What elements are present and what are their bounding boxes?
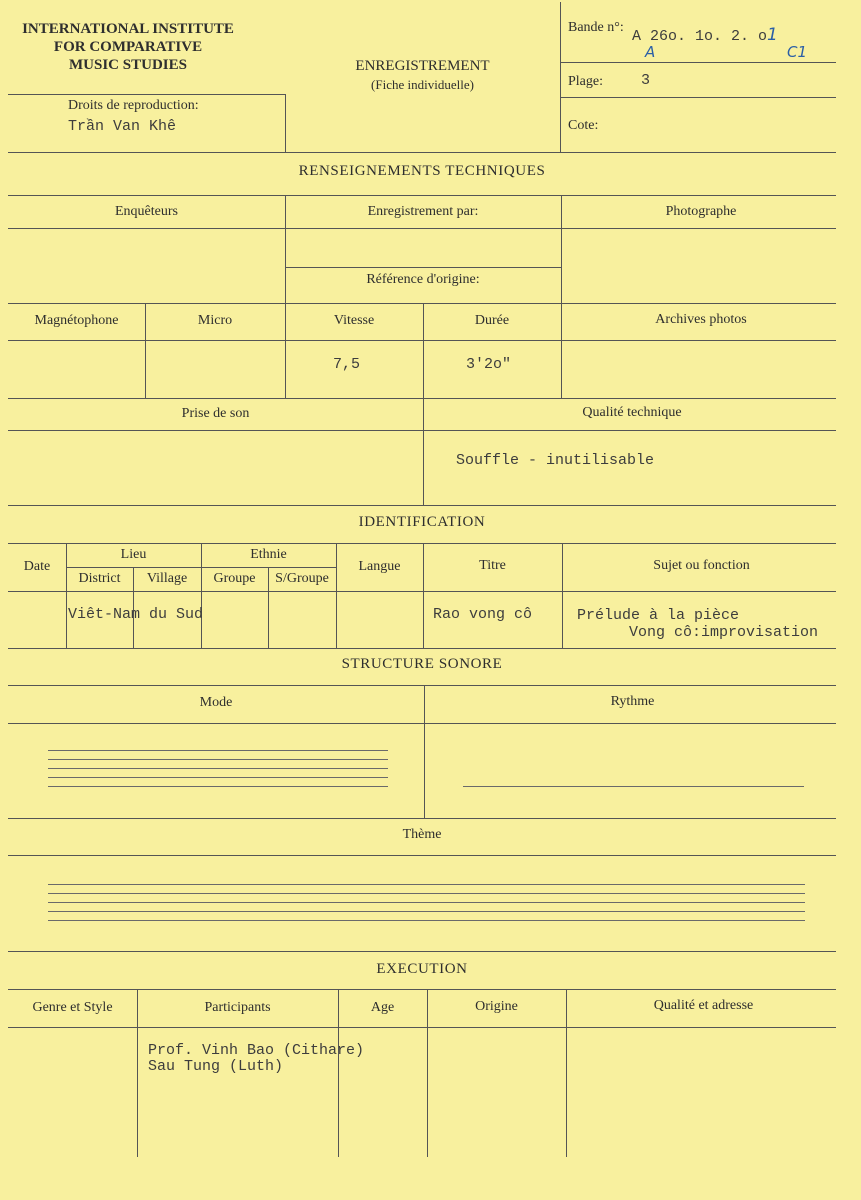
micro-label: Micro xyxy=(197,313,233,328)
institute-name xyxy=(0,20,256,74)
institute-line-3: MUSIC STUDIES xyxy=(69,57,187,73)
ethnie-label: Ethnie xyxy=(250,547,287,562)
bande-hand-a: A xyxy=(645,43,656,61)
execution-section-title: EXECUTION xyxy=(376,961,468,977)
duree-label: Durée xyxy=(474,313,510,328)
qualite-technique-value: Souffle - inutilisable xyxy=(456,452,655,469)
plage-value: 3 xyxy=(641,72,651,89)
sgroupe-label: S/Groupe xyxy=(275,571,329,586)
plage-label: Plage: xyxy=(568,74,603,89)
cote-label: Cote: xyxy=(568,118,599,133)
enregistrement-par-label: Enregistrement par: xyxy=(367,204,479,219)
origine-label: Origine xyxy=(475,999,518,1014)
qualite-adresse-label: Qualité et adresse xyxy=(653,998,754,1013)
bande-hand-c1: C1 xyxy=(787,43,808,61)
village-label: Village xyxy=(146,571,188,586)
titre-label: Titre xyxy=(479,558,506,573)
form-subtitle: (Fiche individuelle) xyxy=(371,77,474,92)
technique-section-title: RENSEIGNEMENTS TECHNIQUES xyxy=(298,163,546,179)
lieu-value: Viêt-Nam du Sud xyxy=(68,606,204,623)
theme-label: Thème xyxy=(402,827,442,842)
magnetophone-label: Magnétophone xyxy=(34,313,119,328)
vitesse-value: 7,5 xyxy=(333,356,361,373)
bande-hand-suffix: 1 xyxy=(767,25,778,45)
rythme-line xyxy=(463,786,804,787)
sujet-value-line-1: Prélude à la pièce xyxy=(577,607,740,624)
institute-line-2: FOR COMPARATIVE xyxy=(53,39,203,55)
rights-value: Trần Van Khê xyxy=(68,118,177,135)
langue-label: Langue xyxy=(358,559,401,574)
participants-label: Participants xyxy=(204,1000,271,1015)
bande-value xyxy=(632,25,778,45)
groupe-label: Groupe xyxy=(213,571,256,586)
age-label: Age xyxy=(370,1000,395,1015)
photographe-label: Photographe xyxy=(665,204,737,219)
sujet-label: Sujet ou fonction xyxy=(653,558,750,573)
form-title: ENREGISTREMENT xyxy=(355,58,490,74)
reference-label: Référence d'origine: xyxy=(366,272,480,287)
rythme-label: Rythme xyxy=(610,694,655,709)
structure-section-title: STRUCTURE SONORE xyxy=(341,656,503,672)
mode-label: Mode xyxy=(199,695,233,710)
prise-de-son-label: Prise de son xyxy=(181,406,250,421)
lieu-label: Lieu xyxy=(120,547,147,562)
qualite-technique-label: Qualité technique xyxy=(582,405,682,420)
rights-label: Droits de reproduction: xyxy=(68,98,199,113)
identification-section-title: IDENTIFICATION xyxy=(358,514,486,530)
bande-number: A 26o. 1o. 2. o xyxy=(632,28,768,45)
titre-value: Rao vong cô xyxy=(433,606,533,623)
genre-style-label: Genre et Style xyxy=(32,1000,113,1015)
vitesse-label: Vitesse xyxy=(333,313,375,328)
participant-1: Prof. Vinh Bao (Cithare) xyxy=(148,1042,365,1059)
bande-label: Bande n°: xyxy=(568,20,624,35)
sujet-value-line-2: Vong cô:improvisation xyxy=(629,624,819,641)
date-label: Date xyxy=(23,559,51,574)
institute-line-1: INTERNATIONAL INSTITUTE xyxy=(22,21,234,37)
duree-value: 3'2o" xyxy=(466,356,512,373)
archives-photos-label: Archives photos xyxy=(655,312,747,327)
enqueteurs-label: Enquêteurs xyxy=(115,204,178,219)
participant-2: Sau Tung (Luth) xyxy=(148,1058,284,1075)
district-label: District xyxy=(78,571,121,586)
